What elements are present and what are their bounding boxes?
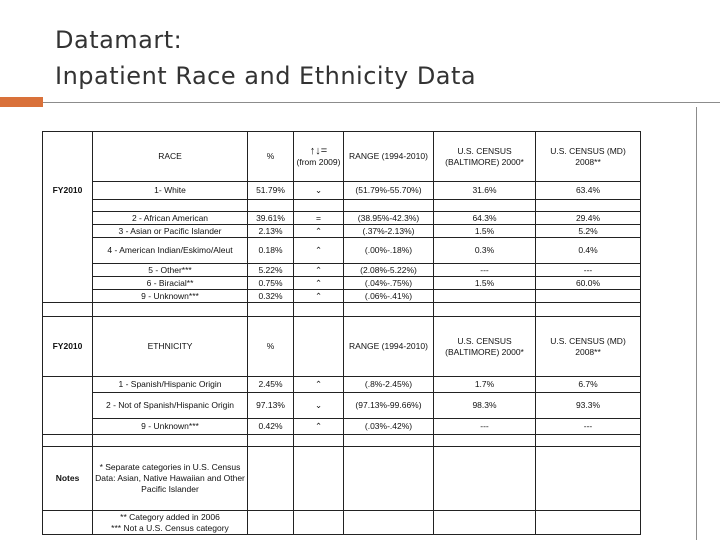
- change-arrows-label: ↑↓=: [309, 144, 328, 157]
- race-row: [43, 290, 641, 303]
- section-gap-row: [43, 435, 641, 447]
- race-change: ⌃: [294, 290, 344, 303]
- ethnicity-row: [43, 419, 641, 435]
- race-pct: 2.13%: [248, 225, 294, 238]
- race-pct: 0.32%: [248, 290, 294, 303]
- ethnicity-label: 1 - Spanish/Hispanic Origin: [93, 377, 248, 393]
- census-md-header: U.S. CENSUS (MD) 2008**: [536, 317, 641, 377]
- ethnicity-census-baltimore: ---: [434, 419, 536, 435]
- pct-header: %: [248, 317, 294, 377]
- race-label: 3 - Asian or Pacific Islander: [93, 225, 248, 238]
- ethnicity-change: ⌃: [294, 377, 344, 393]
- race-census-md: 63.4%: [536, 182, 641, 200]
- race-label: 2 - African American: [93, 212, 248, 225]
- race-row: [43, 182, 641, 200]
- slide-title: [55, 22, 476, 94]
- notes-label: Notes: [43, 447, 93, 511]
- notes-text: * Separate categories in U.S. Census Data: Asian, Native Hawaiian and Other Pacific Islander: [93, 447, 248, 511]
- pct-header: %: [248, 132, 294, 182]
- census-baltimore-header: U.S. CENSUS (BALTIMORE) 2000*: [434, 132, 536, 182]
- notes-text: [93, 511, 248, 535]
- section-gap-row: [43, 303, 641, 317]
- race-row: [43, 238, 641, 264]
- race-census-baltimore: 31.6%: [434, 182, 536, 200]
- race-pct: 0.18%: [248, 238, 294, 264]
- race-row: [43, 225, 641, 238]
- race-change: ⌃: [294, 277, 344, 290]
- race-label: 5 - Other***: [93, 264, 248, 277]
- race-census-md: ---: [536, 264, 641, 277]
- ethnicity-row: [43, 393, 641, 419]
- race-census-baltimore: 0.3%: [434, 238, 536, 264]
- ethnicity-header: ETHNICITY: [93, 317, 248, 377]
- race-range: (38.95%-42.3%): [344, 212, 434, 225]
- ethnicity-range: (97.13%-99.66%): [344, 393, 434, 419]
- range-header: RANGE (1994-2010): [344, 132, 434, 182]
- race-census-md: [536, 290, 641, 303]
- change-sub-label: (from 2009): [296, 156, 341, 167]
- ethnicity-header-row: [43, 317, 641, 377]
- race-range: (2.08%-5.22%): [344, 264, 434, 277]
- race-change: =: [294, 212, 344, 225]
- race-header: RACE: [93, 132, 248, 182]
- race-census-baltimore: 64.3%: [434, 212, 536, 225]
- race-row: [43, 277, 641, 290]
- race-range: (.04%-.75%): [344, 277, 434, 290]
- race-pct: 51.79%: [248, 182, 294, 200]
- ethnicity-census-md: 93.3%: [536, 393, 641, 419]
- race-label: 6 - Biracial**: [93, 277, 248, 290]
- race-label: 1- White: [93, 182, 248, 200]
- slide-title-line2: Inpatient Race and Ethnicity Data: [55, 62, 477, 90]
- race-range: (.37%-2.13%): [344, 225, 434, 238]
- ethnicity-census-md: 6.7%: [536, 377, 641, 393]
- ethnicity-range: (.03%-.42%): [344, 419, 434, 435]
- ethnicity-pct: 0.42%: [248, 419, 294, 435]
- fy-label: FY2010: [43, 182, 93, 200]
- race-header-row: [43, 132, 641, 182]
- ethnicity-change: ⌄: [294, 393, 344, 419]
- ethnicity-label: 2 - Not of Spanish/Hispanic Origin: [93, 393, 248, 419]
- ethnicity-pct: 2.45%: [248, 377, 294, 393]
- race-census-baltimore: [434, 290, 536, 303]
- census-md-header: U.S. CENSUS (MD) 2008**: [536, 132, 641, 182]
- race-range: (51.79%-55.70%): [344, 182, 434, 200]
- notes-row: [43, 447, 641, 511]
- ethnicity-change: ⌃: [294, 419, 344, 435]
- race-row: [43, 212, 641, 225]
- change-header: [294, 132, 344, 182]
- race-census-md: 0.4%: [536, 238, 641, 264]
- race-change: ⌃: [294, 264, 344, 277]
- ethnicity-label: 9 - Unknown***: [93, 419, 248, 435]
- census-baltimore-header: U.S. CENSUS (BALTIMORE) 2000*: [434, 317, 536, 377]
- title-divider: [43, 102, 720, 103]
- ethnicity-pct: 97.13%: [248, 393, 294, 419]
- race-pct: 5.22%: [248, 264, 294, 277]
- race-census-md: 29.4%: [536, 212, 641, 225]
- race-census-baltimore: ---: [434, 264, 536, 277]
- race-pct: 0.75%: [248, 277, 294, 290]
- notes-text-2: ** Category added in 2006: [120, 511, 220, 522]
- ethnicity-census-baltimore: 98.3%: [434, 393, 536, 419]
- notes-row-2: [43, 511, 641, 535]
- race-range: (.00%-.18%): [344, 238, 434, 264]
- race-label: 4 - American Indian/Eskimo/Aleut: [93, 238, 248, 264]
- range-header: RANGE (1994-2010): [344, 317, 434, 377]
- notes-text-3: *** Not a U.S. Census category: [111, 522, 229, 533]
- race-change: ⌃: [294, 238, 344, 264]
- race-census-md: 60.0%: [536, 277, 641, 290]
- race-census-md: 5.2%: [536, 225, 641, 238]
- race-range: (.06%-.41%): [344, 290, 434, 303]
- race-change: ⌄: [294, 182, 344, 200]
- accent-bar: [0, 97, 43, 107]
- slide-title-line1: Datamart:: [55, 26, 183, 54]
- race-census-baltimore: 1.5%: [434, 225, 536, 238]
- race-label: 9 - Unknown***: [93, 290, 248, 303]
- race-change: ⌃: [294, 225, 344, 238]
- right-divider: [696, 107, 697, 540]
- ethnicity-range: (.8%-2.45%): [344, 377, 434, 393]
- race-row: [43, 264, 641, 277]
- race-pct: 39.61%: [248, 212, 294, 225]
- ethnicity-row: [43, 377, 641, 393]
- fy-label: FY2010: [43, 317, 93, 377]
- race-header-blank: [43, 132, 93, 182]
- race-spacer-row: [43, 200, 641, 212]
- ethnicity-census-md: ---: [536, 419, 641, 435]
- datamart-table: [42, 131, 641, 535]
- race-census-baltimore: 1.5%: [434, 277, 536, 290]
- ethnicity-census-baltimore: 1.7%: [434, 377, 536, 393]
